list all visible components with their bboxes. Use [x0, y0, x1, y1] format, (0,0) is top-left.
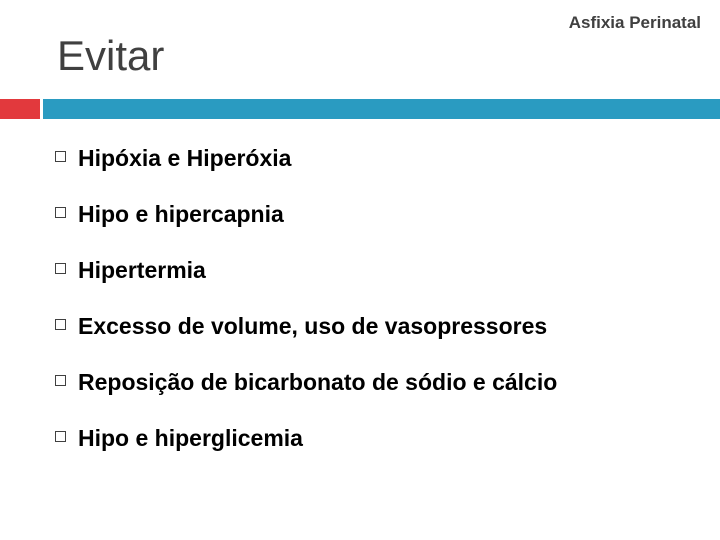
- square-bullet-icon: [55, 319, 66, 330]
- divider-red-segment: [0, 99, 40, 119]
- bullet-item: [0, 354, 720, 410]
- divider-blue-segment: [43, 99, 720, 119]
- bullet-text: Hipertermia: [78, 257, 206, 283]
- bullet-text: Excesso de volume, uso de vasopressores: [78, 313, 548, 339]
- square-bullet-icon: [55, 375, 66, 386]
- title-divider: [0, 99, 720, 119]
- square-bullet-icon: [55, 431, 66, 442]
- bullet-item: [0, 410, 720, 466]
- bullet-item: [0, 186, 720, 242]
- bullet-item: [0, 242, 720, 298]
- bullet-item: [0, 298, 720, 354]
- square-bullet-icon: [55, 151, 66, 162]
- bullet-text: Reposição de bicarbonato de sódio e cálcio: [78, 369, 558, 395]
- square-bullet-icon: [55, 263, 66, 274]
- bullet-list: [0, 130, 720, 466]
- bullet-text: Hipóxia e Hiperóxia: [78, 145, 292, 171]
- bullet-text: Hipo e hiperglicemia: [78, 425, 303, 451]
- bullet-item: [0, 130, 720, 186]
- square-bullet-icon: [55, 207, 66, 218]
- slide-title: Evitar: [57, 32, 165, 79]
- header-title: Asfixia Perinatal: [568, 13, 701, 32]
- bullet-text: Hipo e hipercapnia: [78, 201, 284, 227]
